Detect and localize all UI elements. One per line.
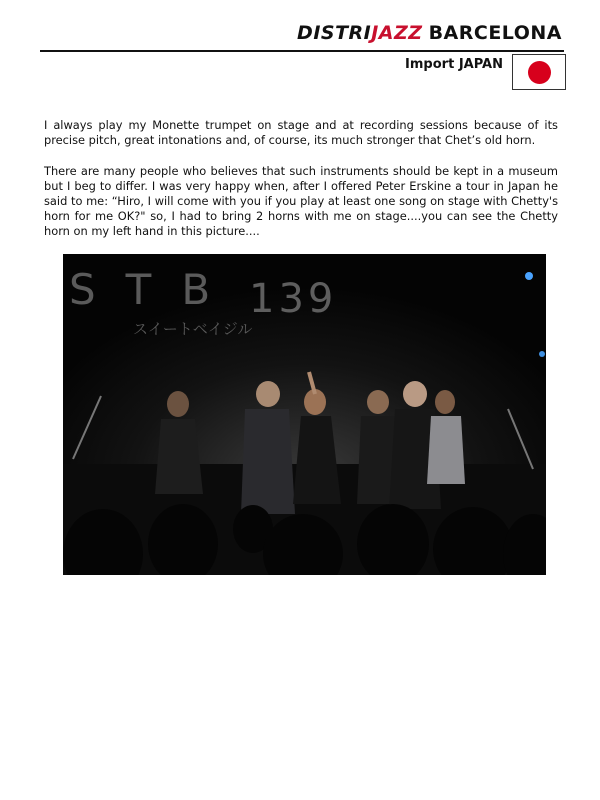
page-header: [40, 20, 564, 50]
import-label: Import JAPAN: [405, 57, 503, 72]
japan-flag-icon: [512, 54, 566, 90]
stage-light: [525, 272, 533, 280]
concert-photo-drawing: [63, 254, 546, 575]
logo-city: BARCELONA: [428, 22, 562, 44]
distrijazz-logo: [297, 22, 562, 44]
logo-distri: DISTRI: [297, 22, 372, 44]
sign-number: 139: [249, 276, 338, 322]
paragraph-2: There are many people who believes that such instruments should be kept in a museum but I beg to differ. I was very happy when, after I offered Peter Erskine a tour in Japan he said to me: “Hiro, I will come with you if you play at least one song on stage with Chetty's horn for me OK?" so, I had to bring 2 horns with me on stage....you can see the Chetty horn on my left hand in this picture....: [44, 164, 558, 238]
concert-photo: [63, 254, 546, 575]
stage-light: [539, 351, 545, 357]
logo-jazz: JAZZ: [371, 22, 423, 44]
sign-katakana: スイートベイジル: [133, 320, 253, 338]
sign-stb: STB: [69, 265, 241, 314]
paragraph-1: I always play my Monette trumpet on stage and at recording sessions because of its precise pitch, great intonations and, of course, its much stronger that Chet’s old horn.: [44, 118, 558, 147]
flag-red-disc: [528, 61, 551, 84]
header-divider: [40, 50, 564, 52]
